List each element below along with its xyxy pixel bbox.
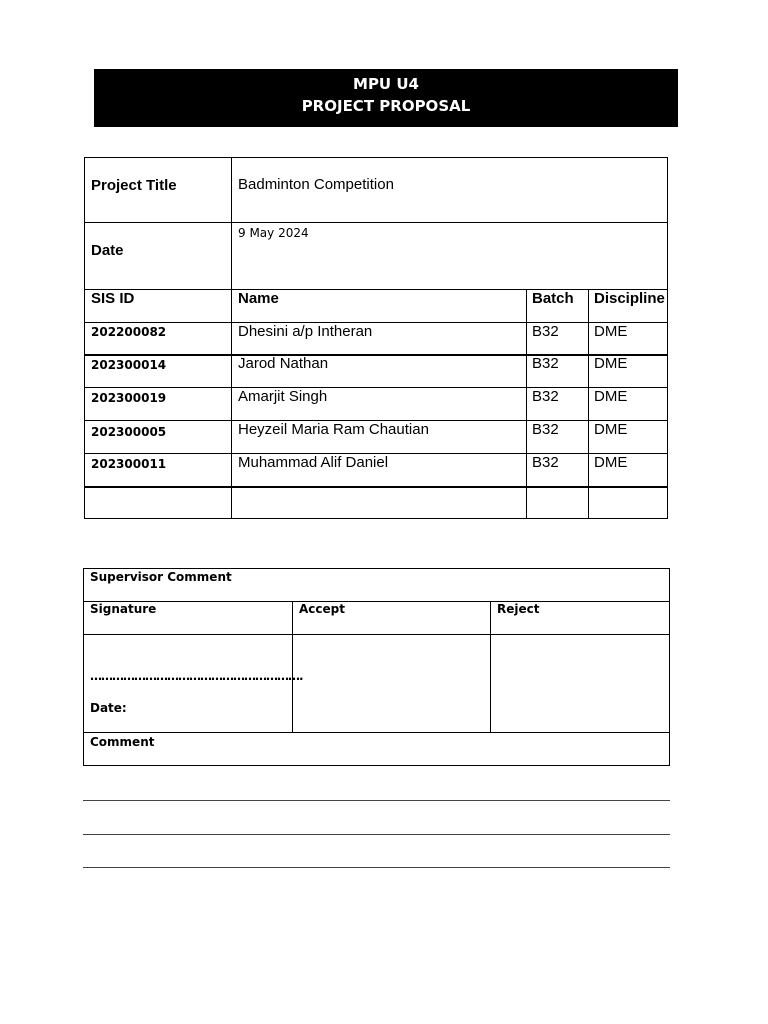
member-name: Muhammad Alif Daniel [238, 454, 389, 471]
project-title-label: Project Title [91, 177, 177, 194]
member-batch: B32 [532, 454, 559, 471]
row-divider [84, 732, 669, 733]
column-divider [292, 601, 293, 732]
supervisor-table [83, 568, 670, 766]
member-sis-id: 202300014 [91, 358, 167, 372]
comment-line [83, 800, 670, 801]
row-divider [85, 387, 667, 388]
row-divider [85, 222, 667, 223]
column-header-discipline: Discipline [594, 290, 665, 307]
member-name: Amarjit Singh [238, 388, 328, 405]
column-header-batch: Batch [532, 290, 574, 307]
row-divider [85, 486, 667, 488]
member-sis-id: 202200082 [91, 325, 167, 339]
member-batch: B32 [532, 323, 559, 340]
comment-line [83, 867, 670, 868]
member-batch: B32 [532, 421, 559, 438]
row-divider [85, 354, 667, 356]
member-name: Dhesini a/p Intheran [238, 323, 373, 340]
date-label: Date [91, 242, 124, 259]
supervisor-comment-title: Supervisor Comment [90, 570, 232, 584]
member-discipline: DME [594, 421, 628, 438]
member-name: Jarod Nathan [238, 355, 329, 372]
accept-label: Accept [299, 602, 345, 616]
document-header [94, 69, 678, 127]
row-divider [85, 289, 667, 290]
member-discipline: DME [594, 323, 628, 340]
comment-label: Comment [90, 735, 155, 749]
row-divider [84, 601, 669, 602]
column-divider [526, 289, 527, 519]
member-sis-id: 202300019 [91, 391, 167, 405]
signature-date-label: Date: [90, 701, 127, 715]
column-divider [231, 158, 232, 519]
project-title-value: Badminton Competition [238, 176, 394, 193]
column-divider [490, 601, 491, 732]
comment-line [83, 834, 670, 835]
member-discipline: DME [594, 355, 628, 372]
member-sis-id: 202300011 [91, 457, 167, 471]
member-discipline: DME [594, 454, 628, 471]
proposal-table [84, 157, 668, 519]
date-value: 9 May 2024 [238, 226, 309, 240]
member-batch: B32 [532, 355, 559, 372]
row-divider [84, 634, 669, 635]
row-divider [85, 322, 667, 323]
reject-label: Reject [497, 602, 540, 616]
member-name: Heyzeil Maria Ram Chautian [238, 421, 429, 438]
member-batch: B32 [532, 388, 559, 405]
signature-line: …………………………………………………. [90, 669, 303, 683]
signature-label: Signature [90, 602, 157, 616]
column-header-name: Name [238, 290, 279, 307]
document-title: PROJECT PROPOSAL [301, 97, 471, 115]
member-discipline: DME [594, 388, 628, 405]
member-sis-id: 202300005 [91, 425, 167, 439]
course-code: MPU U4 [353, 75, 419, 93]
column-divider [588, 289, 589, 519]
column-header-sis-id: SIS ID [91, 290, 135, 307]
